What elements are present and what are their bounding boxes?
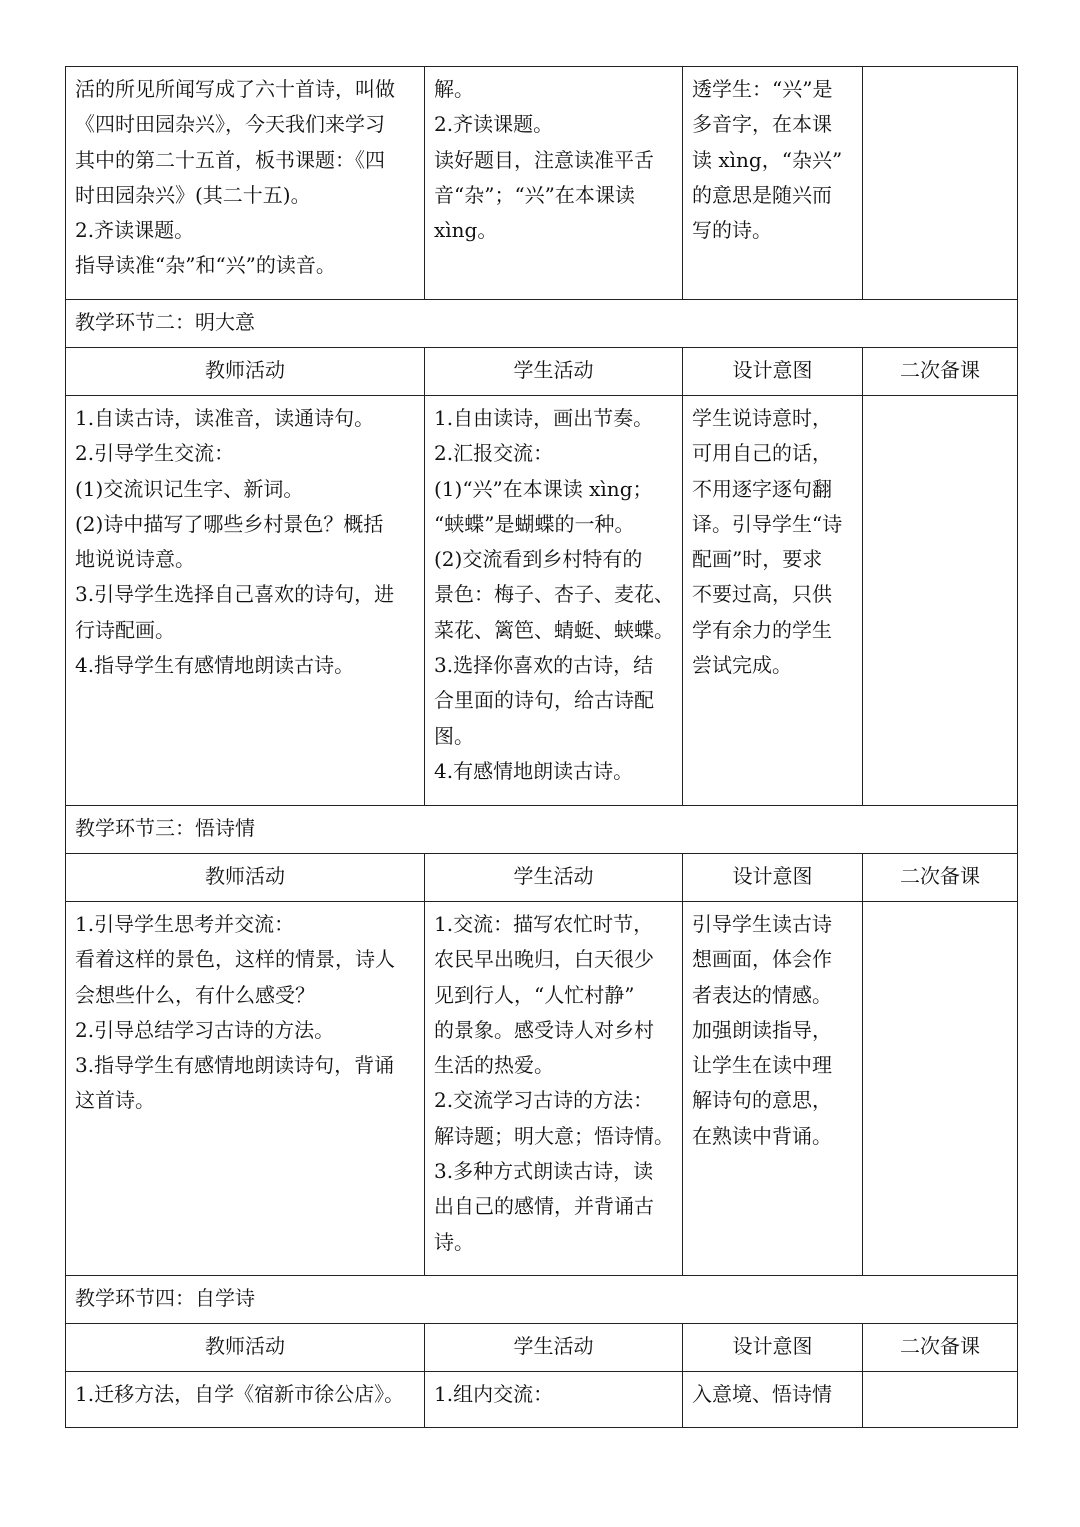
text-line: (2)交流看到乡村特有的 bbox=[434, 547, 643, 572]
header-design-intent: 设计意图 bbox=[683, 854, 863, 902]
section-title: 教学环节三：悟诗情 bbox=[66, 806, 1018, 854]
header-second-prep: 二次备课 bbox=[863, 854, 1018, 902]
text-line: 行诗配画。 bbox=[75, 617, 175, 642]
text-line: (2)诗中描写了哪些乡村景色？概括 bbox=[75, 511, 384, 536]
header-student-activity: 学生活动 bbox=[425, 348, 683, 396]
header-second-prep: 二次备课 bbox=[863, 348, 1018, 396]
text-line: xìng。 bbox=[434, 218, 498, 243]
header-teacher-activity: 教师活动 bbox=[66, 1324, 425, 1372]
text-line: 让学生在读中理 bbox=[692, 1053, 832, 1078]
text-line: 农民早出晚归，白天很少 bbox=[434, 947, 654, 972]
text-line: 2.汇报交流： bbox=[434, 441, 554, 466]
text-line: 想画面，体会作 bbox=[692, 947, 832, 972]
text-line: (1)“兴”在本课读 xìng； bbox=[434, 476, 653, 501]
text-line: 者表达的情感。 bbox=[692, 982, 832, 1007]
second-prep-cell bbox=[863, 396, 1018, 806]
section-title: 教学环节二：明大意 bbox=[66, 300, 1018, 348]
content-row bbox=[66, 396, 1018, 806]
text-line: 1.交流：描写农忙时节， bbox=[434, 912, 654, 936]
text-line: 可用自己的话， bbox=[692, 441, 832, 466]
text-line: 1.自由读诗，画出节奏。 bbox=[434, 406, 654, 430]
design-intent-cell bbox=[683, 67, 863, 300]
section-title-row bbox=[66, 300, 1018, 348]
text-line: 1.自读古诗，读准音，读通诗句。 bbox=[75, 406, 375, 430]
text-line: 解诗句的意思， bbox=[692, 1088, 832, 1113]
text-line: 配画”时，要求 bbox=[692, 547, 823, 572]
text-line: 这首诗。 bbox=[75, 1088, 155, 1113]
text-line: 4.指导学生有感情地朗读古诗。 bbox=[75, 653, 355, 678]
teacher-activity-cell bbox=[66, 67, 425, 300]
student-activity-cell bbox=[425, 396, 683, 806]
text-line: 生活的热爱。 bbox=[434, 1053, 554, 1078]
design-intent-cell bbox=[683, 902, 863, 1276]
text-line: 其中的第二十五首，板书课题：《四 bbox=[75, 147, 385, 172]
text-line: 引导学生读古诗 bbox=[692, 912, 832, 936]
text-line: 合里面的诗句，给古诗配 bbox=[434, 688, 654, 713]
text-line: 会想些什么，有什么感受？ bbox=[75, 982, 315, 1007]
text-line: 写的诗。 bbox=[692, 218, 772, 243]
header-teacher-activity: 教师活动 bbox=[66, 854, 425, 902]
text-line: 3.指导学生有感情地朗读诗句，背诵 bbox=[75, 1053, 395, 1078]
text-line: 4.有感情地朗读古诗。 bbox=[434, 758, 634, 783]
text-line: 入意境、悟诗情 bbox=[692, 1382, 832, 1406]
lesson-plan-table bbox=[65, 66, 1018, 1428]
text-line: 加强朗读指导， bbox=[692, 1017, 832, 1042]
text-line: 不用逐字逐句翻 bbox=[692, 476, 832, 501]
text-line: 读好题目，注意读准平舌 bbox=[434, 147, 654, 172]
text-line: 1.迁移方法，自学《宿新市徐公店》。 bbox=[75, 1382, 405, 1406]
text-line: 见到行人，“人忙村静” bbox=[434, 982, 635, 1007]
design-intent-cell bbox=[683, 396, 863, 806]
header-student-activity: 学生活动 bbox=[425, 1324, 683, 1372]
text-line: 尝试完成。 bbox=[692, 653, 792, 678]
text-line: 译。引导学生“诗 bbox=[692, 511, 843, 536]
second-prep-cell bbox=[863, 902, 1018, 1276]
text-line: (1)交流识记生字、新词。 bbox=[75, 476, 304, 501]
text-line: 3.选择你喜欢的古诗，结 bbox=[434, 653, 654, 678]
text-line: 解诗题；明大意；悟诗情。 bbox=[434, 1123, 674, 1148]
section-title-row bbox=[66, 806, 1018, 854]
text-line: 2.齐读课题。 bbox=[75, 218, 195, 243]
text-line: 时田园杂兴》(其二十五)。 bbox=[75, 182, 311, 207]
column-header-row bbox=[66, 854, 1018, 902]
text-line: 学有余力的学生 bbox=[692, 617, 832, 642]
teacher-activity-cell bbox=[66, 1372, 425, 1428]
text-line: 2.引导学生交流： bbox=[75, 441, 235, 466]
text-line: 景色：梅子、杏子、麦花、 bbox=[434, 582, 674, 607]
column-header-row bbox=[66, 348, 1018, 396]
text-line: 2.交流学习古诗的方法： bbox=[434, 1088, 654, 1113]
text-line: 看着这样的景色，这样的情景，诗人 bbox=[75, 947, 395, 972]
header-second-prep: 二次备课 bbox=[863, 1324, 1018, 1372]
text-line: 不要过高，只供 bbox=[692, 582, 832, 607]
continued-content-row bbox=[66, 67, 1018, 300]
text-line: 在熟读中背诵。 bbox=[692, 1123, 832, 1148]
header-design-intent: 设计意图 bbox=[683, 1324, 863, 1372]
text-line: 活的所见所闻写成了六十首诗，叫做 bbox=[75, 77, 395, 101]
teacher-activity-cell bbox=[66, 396, 425, 806]
student-activity-cell bbox=[425, 1372, 683, 1428]
text-line: 《四时田园杂兴》，今天我们来学习 bbox=[75, 112, 385, 137]
text-line: 透学生：“兴”是 bbox=[692, 77, 833, 101]
header-student-activity: 学生活动 bbox=[425, 854, 683, 902]
teacher-activity-cell bbox=[66, 902, 425, 1276]
content-row bbox=[66, 902, 1018, 1276]
text-line: 的景象。感受诗人对乡村 bbox=[434, 1017, 654, 1042]
text-line: “蛱蝶”是蝴蝶的一种。 bbox=[434, 511, 635, 536]
text-line: 学生说诗意时， bbox=[692, 406, 832, 430]
student-activity-cell bbox=[425, 67, 683, 300]
text-line: 菜花、篱笆、蜻蜓、蛱蝶。 bbox=[434, 617, 674, 642]
text-line: 2.齐读课题。 bbox=[434, 112, 554, 137]
section-title: 教学环节四：自学诗 bbox=[66, 1276, 1018, 1324]
design-intent-cell bbox=[683, 1372, 863, 1428]
lesson-plan-body bbox=[66, 67, 1018, 1428]
text-line: 3.多种方式朗读古诗，读 bbox=[434, 1159, 654, 1184]
text-line: 1.组内交流： bbox=[434, 1382, 554, 1406]
student-activity-cell bbox=[425, 902, 683, 1276]
text-line: 的意思是随兴而 bbox=[692, 182, 832, 207]
text-line: 读 xìng，“杂兴” bbox=[692, 147, 843, 172]
second-prep-cell bbox=[863, 67, 1018, 300]
column-header-row bbox=[66, 1324, 1018, 1372]
text-line: 1.引导学生思考并交流： bbox=[75, 912, 295, 936]
section-title-row bbox=[66, 1276, 1018, 1324]
text-line: 图。 bbox=[434, 723, 474, 748]
text-line: 出自己的感情，并背诵古 bbox=[434, 1194, 654, 1219]
text-line: 解。 bbox=[434, 77, 474, 101]
content-row bbox=[66, 1372, 1018, 1428]
text-line: 多音字，在本课 bbox=[692, 112, 832, 137]
header-design-intent: 设计意图 bbox=[683, 348, 863, 396]
text-line: 3.引导学生选择自己喜欢的诗句，进 bbox=[75, 582, 395, 607]
text-line: 2.引导总结学习古诗的方法。 bbox=[75, 1017, 335, 1042]
text-line: 诗。 bbox=[434, 1229, 474, 1254]
text-line: 指导读准“杂”和“兴”的读音。 bbox=[75, 253, 336, 278]
text-line: 地说说诗意。 bbox=[75, 547, 195, 572]
second-prep-cell bbox=[863, 1372, 1018, 1428]
header-teacher-activity: 教师活动 bbox=[66, 348, 425, 396]
text-line: 音“杂”；“兴”在本课读 bbox=[434, 182, 635, 207]
